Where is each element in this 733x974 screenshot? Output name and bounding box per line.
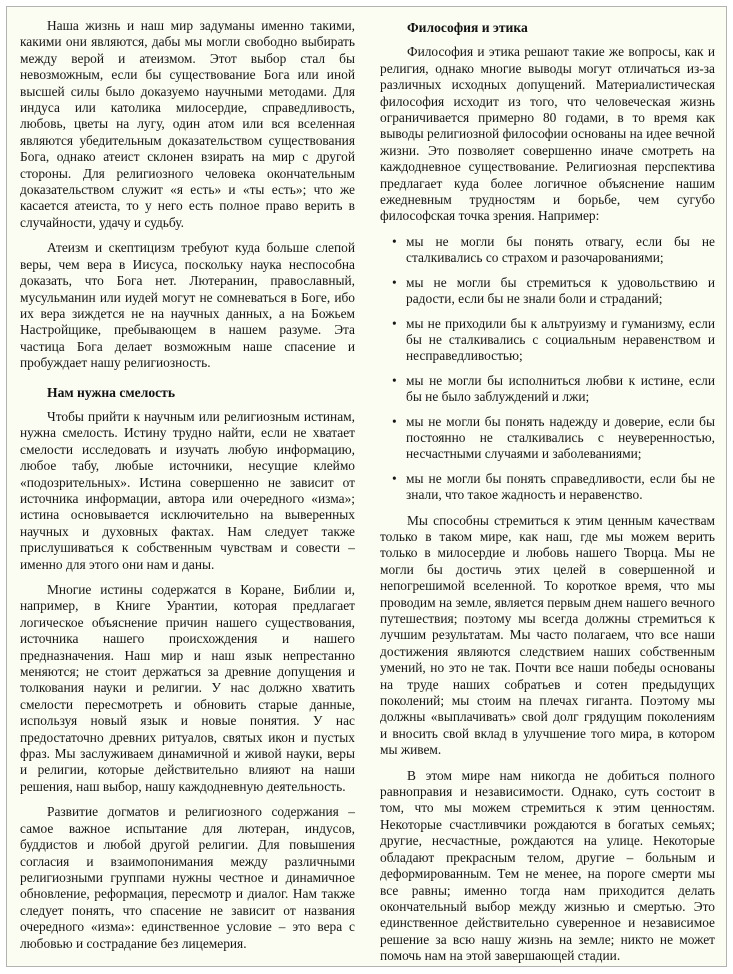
bullet-item-justice: • мы не могли бы понять справедливости, если бы не знали, что такое жадность и неравенство. bbox=[406, 471, 715, 504]
paragraph-valuable-qualities: Мы способны стремиться к этим ценным качествам только в таком мире, как наш, где мы можем верить только в милосердие и любовь нашего Творца. Мы не могли бы достичь этих целей в совершенной и непогрешимой вселенной. То короткое время, что мы проводим на земле, является первым днем нашего вечного путешествия; поэтому мы всегда должны стремиться к лучшим результатам. Мы часто полагаем, что все наши достижения являются следствием наших собственным умений, но это не так. Почти все наши победы основаны на труде наших собратьев и сотен предыдущих поколений; мы стоим на плечах гиганта. Поэтому мы должны «выплачивать» свой долг грядущим поколениям и вносить свой вклад в улучшение того мира, в котором мы живем. bbox=[380, 512, 715, 758]
bullet-item-bravery: • мы не могли бы понять отвагу, если бы не сталкивались со страхом и разочарованиями; bbox=[406, 234, 715, 267]
bullet-item-hope-trust: • мы не могли бы понять надежду и доверие, если бы постоянно не сталкивались с неуверенностью, несчастными случаями и заболеваниями; bbox=[406, 414, 715, 463]
bullet-item-altruism-humanism: • мы не приходили бы к альтруизму и гуманизму, если бы не сталкивались с социальным неравенством и несправедливостью; bbox=[406, 316, 715, 365]
left-column bbox=[20, 18, 355, 952]
bullet-item-pleasure-joy: • мы не могли бы стремиться к удовольствию и радости, если бы не знали боли и страданий; bbox=[406, 275, 715, 308]
paragraph-equality-independence: В этом мире нам никогда не добиться полного равноправия и независимости. Однако, суть состоит в том, что мы можем стремиться к этим ценностям. Некоторые счастливчики рождаются в богатых семьях; другие, несчастные, рождаются на улице. Некоторые обладают прекрасным телом, другие – больным и деформированным. Тем не менее, на пороге смерти мы все равны; именно тогда нам приходится делать окончательный выбор между жизнью и смертью. Это единственное действительно суверенное и независимое решение за всю нашу жизнь на земле; никто не может помочь нам на этой завершающей стадии. bbox=[380, 767, 715, 964]
section-heading-philosophy-ethics: Философия и этика bbox=[407, 20, 528, 35]
bullet-list bbox=[380, 234, 715, 504]
paragraph-truth-courage: Чтобы прийти к научным или религиозным истинам, нужна смелость. Истину трудно найти, если не хватает смелости исследовать и изучать любую информацию, любое табу, любые источники, несущие клеймо «подозрительных». Истина совершенно не зависит от источника информации, автора или очередного «изма»; истина основывается исключительно на выверенных научных и духовных фактах. Нам следует также прислушиваться к собственным чувствам и совести – именно для этого они нам и даны. bbox=[20, 408, 355, 572]
section-heading-courage: Нам нужна смелость bbox=[47, 384, 176, 400]
right-column bbox=[380, 18, 715, 965]
two-column-layout bbox=[20, 18, 715, 965]
paragraph-many-truths: Многие истины содержатся в Коране, Библии и, например, в Книге Урантии, которая предлагает логическое объяснение причин нашего существования, источника нашего происхождения и нашего предназначения. Наш мир и наш язык непрестанно меняются; не стоит держаться за древние допущения и толкования науки и религии. У нас должно хватить смелости пересмотреть и обновить старые данные, используя новый язык и новые понятия. У нас предостаточно древних ритуалов, святых икон и пустых фраз. Мы заслуживаем динамичной и живой науки, веры и религии, которые действительно влияют на наши решения, наш выбор, нашу каждодневную деятельность. bbox=[20, 582, 355, 794]
paragraph-atheism-skepticism: Атеизм и скептицизм требуют куда больше слепой веры, чем вера в Иисуса, поскольку наука неспособна доказать, что Бога нет. Лютеранин, православный, мусульманин или иудей могут не сомневаться в Боге, ибо их вера зиждется не на научных данных, а на Божьем Настройщике, пребывающем в нашем разуме. Эта частица Бога делает возможным наше спасение и пробуждает нашу религиозность. bbox=[20, 240, 355, 371]
paragraph-philosophy-intro: Философия и этика решают такие же вопросы, как и религия, однако многие выводы могут отличаться из-за различных исходных допущений. Материалистическая философия исходит из того, что человеческая жизнь ограничивается примерно 80 годами, в то время как выводы религиозной философии основаны на идее вечной жизни. Это позволяет совершенно иначе смотреть на каждодневное существование. Религиозная перспектива предлагает куда более логичное объяснение нашим ежедневным трудностям и борьбе, чем сугубо философская точка зрения. Например: bbox=[380, 44, 715, 224]
bullet-item-love-of-truth: • мы не могли бы исполниться любви к истине, если бы не было заблуждений и лжи; bbox=[406, 373, 715, 406]
paragraph-free-will: Наша жизнь и наш мир задуманы именно такими, какими они являются, дабы мы могли свободно выбирать между верой и атеизмом. Этот выбор стал бы невозможным, если бы существование Бога или иной высшей силы было доказуемо научными методами. Для индуса или католика милосердие, справедливость, любовь, цветы на лугу, один атом или вся вселенная являются убедительным доказательством существования Бога, однако атеист склонен взирать на мир с другой стороны. Для религиозного человека окончательным доказательством служит «я есть» и «ты есть»; что же касается атеиста, то у него есть полное право верить в случайности, удачу и судьбу. bbox=[20, 18, 355, 230]
document-page bbox=[6, 6, 727, 967]
paragraph-dogma-development: Развитие догматов и религиозного содержания – самое важное испытание для лютеран, индусов, буддистов и любой другой религии. Для повышения согласия и взаимопонимания между различными религиозными группами нужны честное и динамичное обновление, реформация, пересмотр и диалог. Нам также следует понять, что спасение не зависит от названия очередного «изма»: единственное условие – это вера с любовью и сострадание без лицемерия. bbox=[20, 804, 355, 951]
